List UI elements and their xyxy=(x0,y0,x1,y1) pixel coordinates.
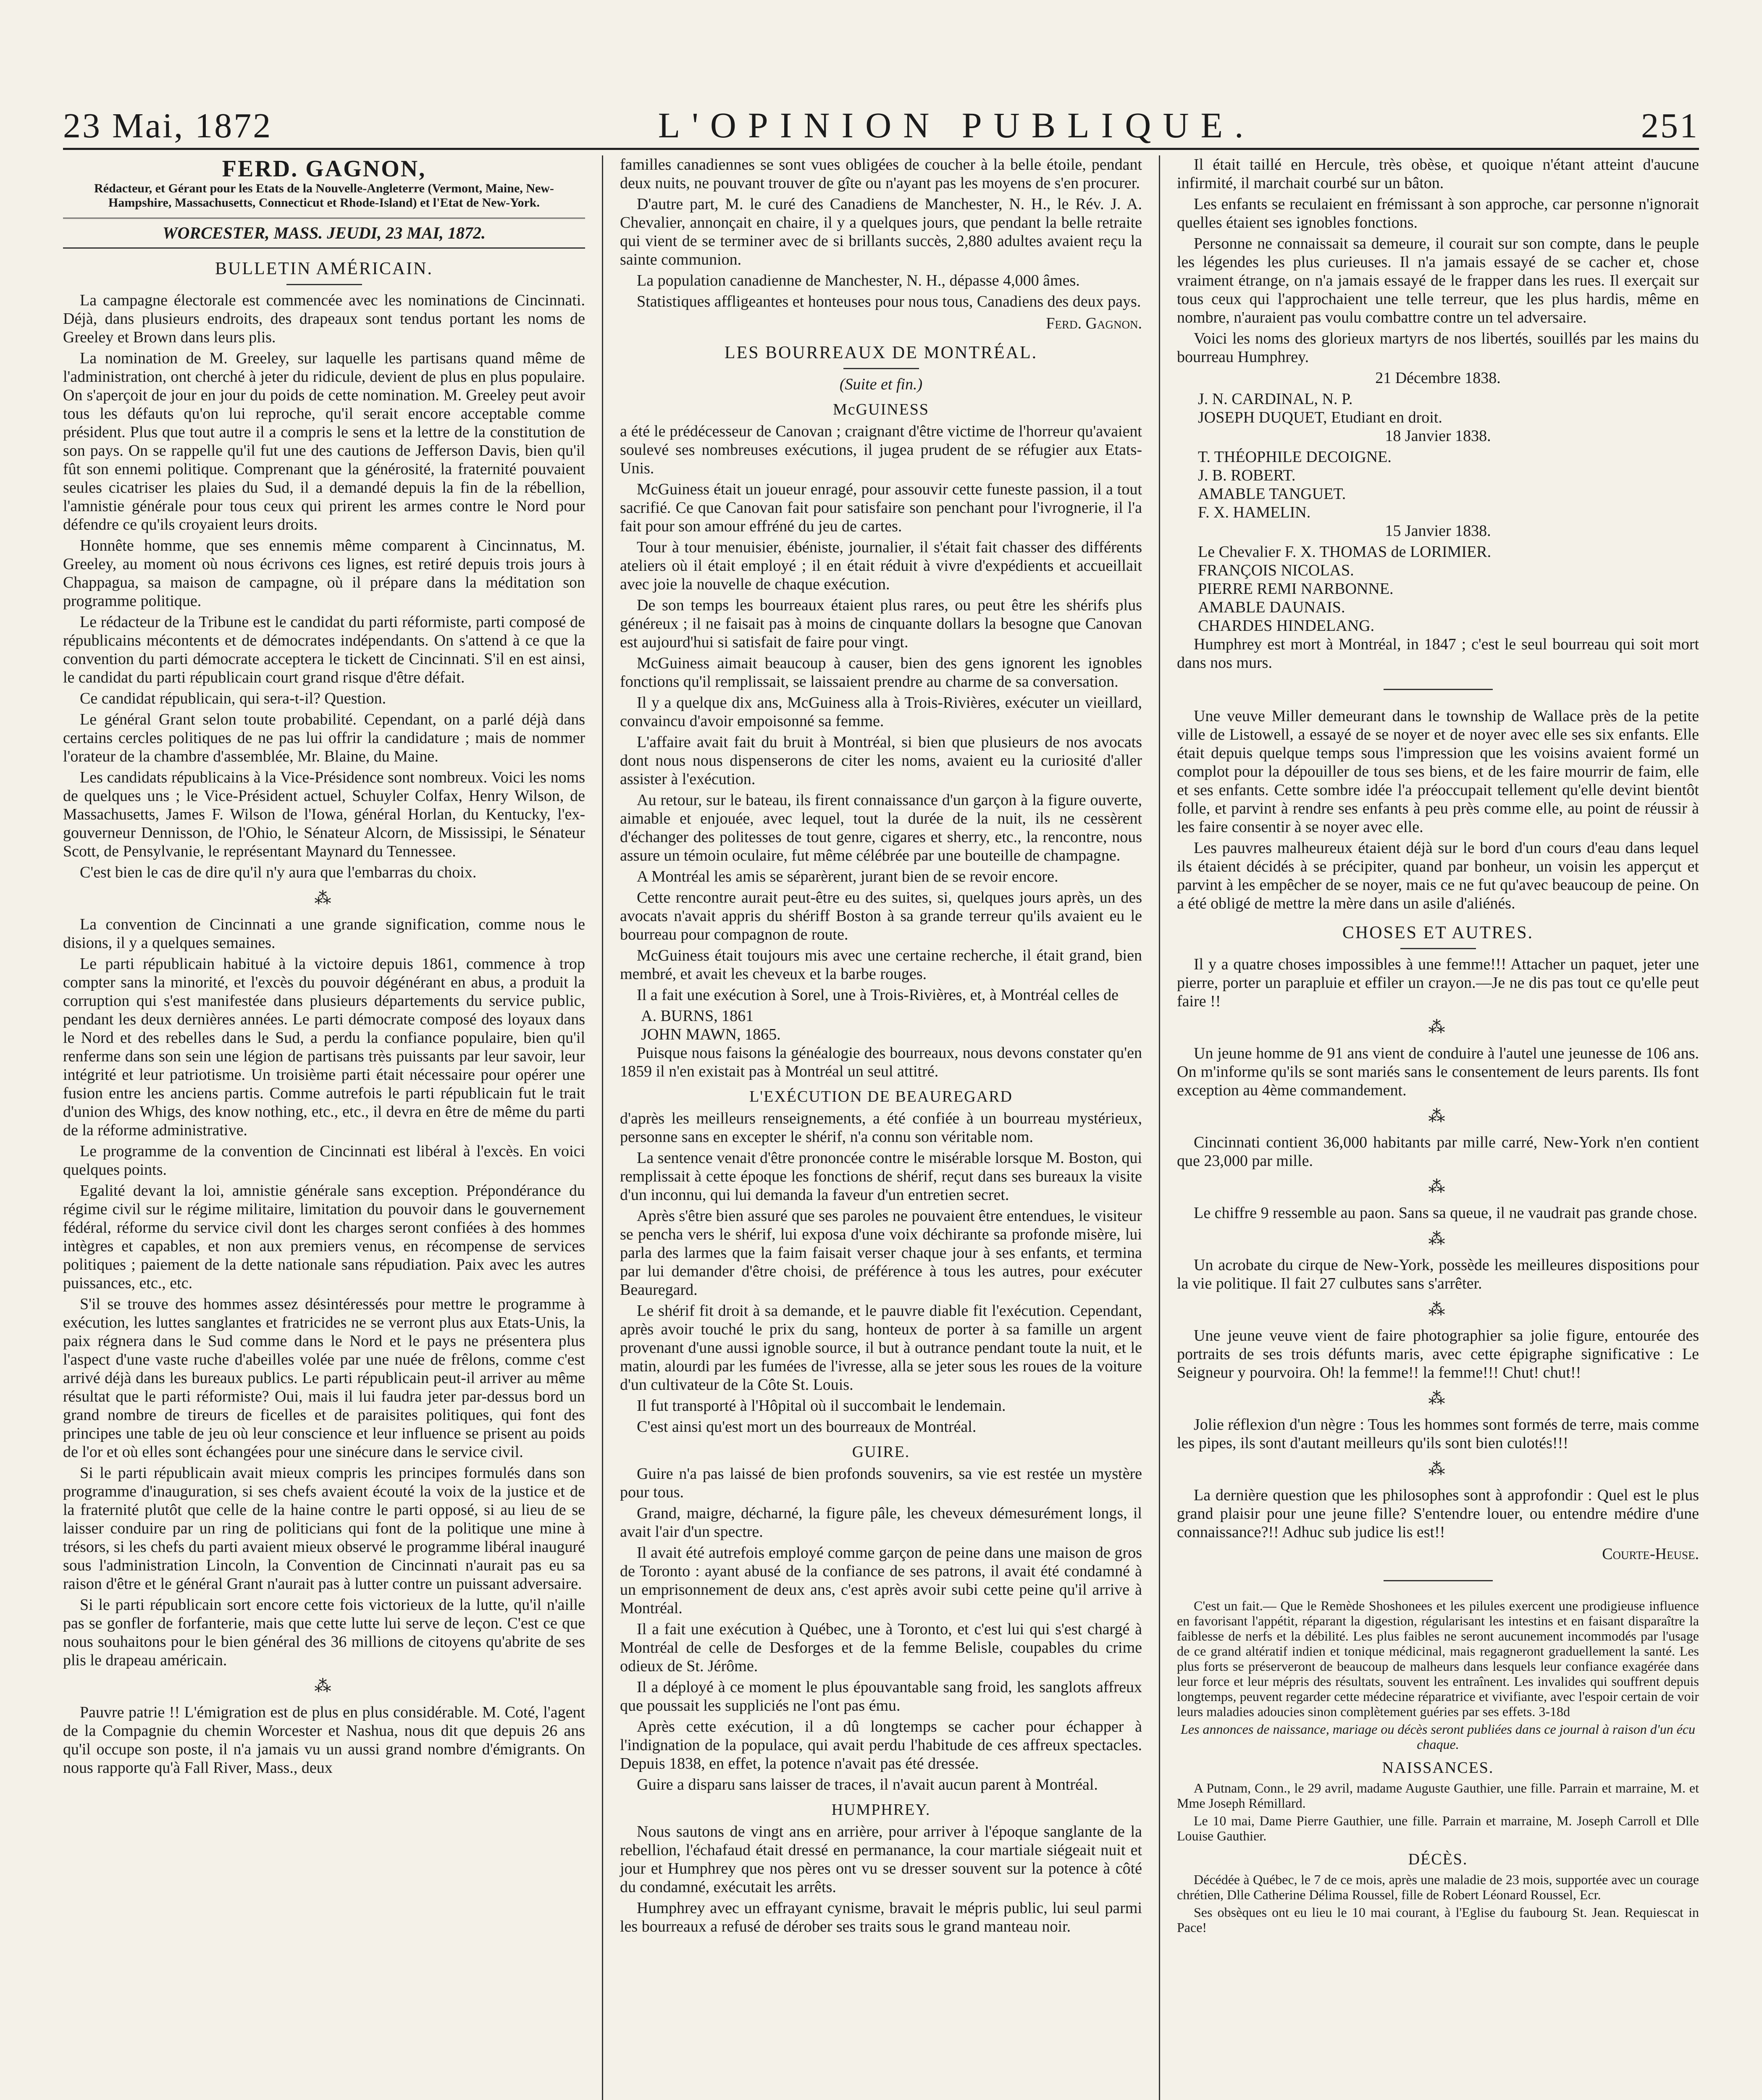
divider xyxy=(1384,1580,1493,1581)
column-3 xyxy=(1159,155,1699,2100)
top-rule xyxy=(63,148,1699,150)
paragraph: Si le parti républicain avait mieux compris les principes formulés dans son programme d'inauguration, si ses chefs avaient écouté la voix de la justice et de la fraternité plutôt que celle de la haine contre le parti opposé, si au lieu de se laisser conduire par un ring de politicians qui font de la politique une mine à trésors, si les chefs du parti avaient mieux observé le programme libéral inauguré sous l'administration Lincoln, la Convention de Cincinnati n'aurait pas eu sa raison d'être et le général Grant n'aurait pas à lutter contre un puissant adversaire. xyxy=(63,1464,585,1593)
editor-note: Rédacteur, et Gérant pour les Etats de la Nouvelle-Angleterre (Vermont, Maine, New-Hampshire, Massachusetts, Connecticut et Rhode-Island) et l'Etat de New-York. xyxy=(94,181,554,210)
paragraph: Il fut transporté à l'Hôpital où il succombait le lendemain. xyxy=(637,1397,1006,1415)
paragraph: Humphrey avec un effrayant cynisme, bravait le mépris public, lui seul parmi les bourreaux a refusé de dérober ses traits sous le grand manteau noir. xyxy=(620,1899,1142,1935)
paragraph: S'il se trouve des hommes assez désintéressés pour mettre le programme à exécution, les luttes sanglantes et fratricides ne se verront plus aux Etats-Unis, la paix régnera dans le Sud comme dans le Nord et le pays ne présentera plus l'aspect d'une vaste ruche d'abeilles volée par une nuée de frêlons, comme c'est arrivé déjà dans les bureaux publics. Le parti républicain peut-il arriver au même résultat que le parti réformiste? Oui, mais il lui faudra jeter par-dessus bord un grand nombre de tireurs de ficelles et de paraisites politiques, qui font des principes une table de jeu où leur conscience et leur influence se prisent au poids de l'or et où elles sont échangées pour une sinécure dans le service civil. xyxy=(63,1295,585,1461)
section-divider-asterism: ⁂ xyxy=(1428,1107,1448,1126)
date-line: 15 Janvier 1838. xyxy=(1385,522,1491,540)
paragraph: Il était taillé en Hercule, très obèse, et quoique n'étant atteint d'aucune infirmité, il marchait courbé sur un bâton. xyxy=(1177,156,1699,192)
paragraph: Le rédacteur de la Tribune est le candidat du parti réformiste, parti composé de républicains mécontents et de démocrates indépendants. On s'attend à ce que la convention du parti démocrate acceptera le tickett de Cincinnati. S'il en est ainsi, le candidat du parti républicain court grand risque d'être défait. xyxy=(63,613,585,686)
paragraph: Puisque nous faisons la généalogie des bourreaux, nous devons constater qu'en 1859 il n'en existait pas à Montréal un seul attitré. xyxy=(620,1044,1142,1080)
column-2 xyxy=(602,155,1159,2100)
list-item: AMABLE TANGUET. xyxy=(1198,485,1346,503)
columns xyxy=(63,155,1699,2100)
list-item: PIERRE REMI NARBONNE. xyxy=(1198,580,1394,598)
paragraph: Il a déployé à ce moment le plus épouvantable sang froid, les sanglots affreux que poussait les suppliciés ne l'ont pas ému. xyxy=(620,1678,1142,1714)
paragraph: La campagne électorale est commencée avec les nominations de Cincinnati. Déjà, dans plusieurs endroits, des drapeaux sont tendus portant les noms de Greeley et Brown dans leurs plis. xyxy=(63,291,585,346)
paragraph: Les enfants se reculaient en frémissant à son approche, car personne n'ignorait quelles étaient ses ignobles fonctions. xyxy=(1177,195,1699,231)
paragraph: Nous sautons de vingt ans en arrière, pour arriver à l'époque sanglante de la rebellion, l'échafaud était dressé en permanance, la cour martiale siégeait nuit et jour et Humphrey que nos pères ont vu se dresser souvent sur la potence à côté du condamné, exécutait les arrêts. xyxy=(620,1823,1142,1896)
paper-title: L'OPINION PUBLIQUE. xyxy=(658,105,1255,145)
divider xyxy=(1384,689,1493,690)
births-title: NAISSANCES. xyxy=(1382,1759,1494,1777)
paragraph: Grand, maigre, décharné, la figure pâle, les cheveux démesurément longs, il avait l'air d'un spectre. xyxy=(620,1504,1142,1541)
list-item: CHARDES HINDELANG. xyxy=(1198,617,1375,635)
paragraph: Les pauvres malheureux étaient déjà sur le bord d'un cours d'eau dans lequel ils étaient décidés à se précipiter, quand par bonheur, un voisin les apperçut et parvint à les empêcher de se noyer, mais ce ne fut qu'avec beaucoup de peine. On a été obligé de mettre la mère dans un asile d'aliénés. xyxy=(1177,839,1699,912)
paragraph: La population canadienne de Manchester, N. H., dépasse 4,000 âmes. xyxy=(637,272,1080,289)
paragraph: Jolie réflexion d'un nègre : Tous les hommes sont formés de terre, mais comme les pipes, ils sont d'autant meilleurs qu'ils sont bien culotés!!! xyxy=(1177,1416,1699,1452)
section-divider-asterism: ⁂ xyxy=(314,1677,334,1696)
paragraph: La dernière question que les philosophes sont à approfondir : Quel est le plus grand plaisir pour une jeune fille? S'entendre louer, ou entendre médire d'une connaissance?!! Adhuc sub judice lis est!! xyxy=(1177,1486,1699,1541)
section-title-bulletin: BULLETIN AMÉRICAIN. xyxy=(63,260,585,285)
paragraph: Après s'être bien assuré que ses paroles ne pouvaient être entendues, le visiteur se pencha vers le shérif, lui exposa d'une voix déchirante sa profonde misère, lui parla des larmes que la faim faisait verser chaque jour à ses enfants, et termina par lui demander d'être choisi, de préférence à tous les autres, pour exécuter Beauregard. xyxy=(620,1207,1142,1299)
subhead-humphrey: HUMPHREY. xyxy=(831,1801,931,1819)
list-item: J. B. ROBERT. xyxy=(1198,467,1296,484)
paragraph: Pauvre patrie !! L'émigration est de plus en plus considérable. M. Coté, l'agent de la Compagnie du chemin Worcester et Nashua, nous dit que depuis 26 ans qu'il occupe son poste, il n'a jamais vu un aussi grand nombre d'émigrants. On nous rapporte qu'à Fall River, Mass., deux xyxy=(63,1704,585,1777)
list-item: T. THÉOPHILE DECOIGNE. xyxy=(1198,448,1392,466)
paragraph: Un acrobate du cirque de New-York, possède les meilleures dispositions pour la vie politique. Il fait 27 culbutes sans s'arrêter. xyxy=(1177,1256,1699,1292)
subhead-beauregard: L'EXÉCUTION DE BEAUREGARD xyxy=(749,1088,1013,1105)
date-line: 18 Janvier 1838. xyxy=(1385,427,1491,445)
deaths-title: DÉCÈS. xyxy=(1408,1851,1468,1868)
list-item: JOSEPH DUQUET, Etudiant en droit. xyxy=(1198,409,1442,426)
paragraph: McGuiness était un joueur enragé, pour assouvir cette funeste passion, il a tout sacrifié. Ce que Canovan fait pour satisfaire son penchant pour l'ivrognerie, il l'a fait pour son amour effréné du jeu de cartes. xyxy=(620,480,1142,535)
paragraph: Personne ne connaissait sa demeure, il courait sur son compte, dans le peuple les légendes les plus curieuses. Il n'a jamais essayé de se cacher et, chose vraiment étrange, on n'a jamais essayé de le frapper dans les rues. Il exerçait sur tous ceux qui l'approchaient une telle terreur, que les plus hardis, même en nombre, n'auraient pas voulu combattre contre un tel adversaire. xyxy=(1177,235,1699,326)
paragraph: Le shérif fit droit à sa demande, et le pauvre diable fit l'exécution. Cependant, après avoir touché le prix du sang, honteux de porter à sa famille un argent provenant d'une aussi ignoble source, il but à outrance pendant toute la nuit, et le matin, alourdi par les fumées de l'ivresse, alla se jeter sous les roues de la voiture d'un cultivateur de la Côte St. Louis. xyxy=(620,1302,1142,1394)
list-item: F. X. HAMELIN. xyxy=(1198,504,1311,521)
death-entry: Ses obsèques ont eu lieu le 10 mai courant, à l'Eglise du faubourg St. Jean. Requiescat in Pace! xyxy=(1177,1905,1699,1935)
paragraph: L'affaire avait fait du bruit à Montréal, si bien que plusieurs de nos avocats dont nous nous dispenserons de citer les noms, avaient eu la curiosité d'aller assister à l'exécution. xyxy=(620,733,1142,788)
martyr-names-list xyxy=(1177,448,1699,522)
paragraph: A Montréal les amis se séparèrent, jurant bien de se revoir encore. xyxy=(637,868,1058,885)
section-title-choses: CHOSES ET AUTRES. xyxy=(1177,924,1699,949)
paragraph: d'après les meilleurs renseignements, a été confiée à un bourreau mystérieux, personne sans en excepter le shérif, n'a connu son véritable nom. xyxy=(620,1110,1142,1146)
advertisement: C'est un fait.— Que le Remède Shoshonees et les pilules exercent une prodigieuse influence en favorisant l'appétit, réparant la digestion, régularisant les intestins et en faisant disparaître la faiblesse de nerfs et la débilité. Les plus faibles ne seront aucunement incommodés par l'usage de ce grand altératif indien et tonique médicinal, mais regagneront graduellement la santé. Les plus forts se préserveront de beaucoup de malheurs dans lesquels leur confiance exagérée dans leur force et leur mépris des résultats, souvent les entraînent. Les invalides qui souffrent depuis longtemps, peuvent regarder cette médecine réparatrice et vivifiante, avec l'espoir certain de voir leurs maladies adoucies sinon complètement guéries par ses effets. 3-18d xyxy=(1177,1598,1699,1719)
subtitle-suite: (Suite et fin.) xyxy=(839,375,923,393)
signature: Ferd. Gagnon. xyxy=(1046,315,1142,332)
paragraph: Humphrey est mort à Montréal, in 1847 ; c'est le seul bourreau qui soit mort dans nos murs. xyxy=(1177,635,1699,672)
birth-entry: A Putnam, Conn., le 29 avril, madame Auguste Gauthier, une fille. Parrain et marraine, M. et Mme Joseph Rémillard. xyxy=(1177,1780,1699,1811)
paragraph: Le chiffre 9 ressemble au paon. Sans sa queue, il ne vaudrait pas grande chose. xyxy=(1194,1204,1698,1222)
paragraph: C'est bien le cas de dire qu'il n'y aura que l'embarras du choix. xyxy=(80,864,477,881)
list-item: J. N. CARDINAL, N. P. xyxy=(1198,390,1353,408)
paragraph: Cincinnati contient 36,000 habitants par mille carré, New-York n'en contient que 23,000 par mille. xyxy=(1177,1134,1699,1170)
paragraph: Statistiques affligeantes et honteuses pour nous tous, Canadiens des deux pays. xyxy=(637,293,1141,310)
subhead-mcguiness: McGUINESS xyxy=(832,401,930,418)
paragraph: Au retour, sur le bateau, ils firent connaissance d'un garçon à la figure ouverte, aimable et enjouée, avec lequel, tout la durée de la nuit, ils ne cessèrent d'échanger des politesses de tout genre, cigares et sherry, etc., la rencontre, nous assure un témoin oculaire, fut même célébrée par une bouteille de champagne. xyxy=(620,791,1142,864)
section-divider-asterism: ⁂ xyxy=(1428,1460,1448,1478)
section-divider-asterism: ⁂ xyxy=(1428,1300,1448,1319)
masthead xyxy=(63,96,1699,146)
list-item: JOHN MAWN, 1865. xyxy=(641,1026,781,1043)
executed-names-list xyxy=(620,1007,1142,1044)
paragraph: Le général Grant selon toute probabilité. Cependant, on a parlé déjà dans certains cercles politiques de ne pas lui offrir la candidature ; mais de nommer l'orateur de la chambre d'assemblée, Mr. Blaine, du Maine. xyxy=(63,711,585,765)
signature: Courte-Heuse. xyxy=(1602,1545,1699,1563)
paragraph: Guire n'a pas laissé de bien profonds souvenirs, sa vie est restée un mystère pour tous. xyxy=(620,1465,1142,1501)
martyr-names-list xyxy=(1177,390,1699,427)
paragraph: Il a fait une exécution à Québec, une à Toronto, et c'est lui qui s'est chargé à Montréal de celle de Desforges et de la femme Belisle, coupables du crime odieux de St. Jérôme. xyxy=(620,1620,1142,1675)
paragraph: Il y a quelque dix ans, McGuiness alla à Trois-Rivières, exécuter un vieillard, convaincu d'avoir empoisonné sa femme. xyxy=(620,694,1142,730)
date-line: 21 Décembre 1838. xyxy=(1375,369,1501,387)
paragraph: Un jeune homme de 91 ans vient de conduire à l'autel une jeunesse de 106 ans. On m'informe qu'ils se sont mariés sans le consentement de leurs parents. Ils font exception au 4ème commandement. xyxy=(1177,1045,1699,1099)
paragraph: De son temps les bourreaux étaient plus rares, ou peut être les shérifs plus généreux ; il ne faisait pas à moins de cinquante dollars la besogne que Canovan est aujourd'hui si satisfait de faire pour vingt. xyxy=(620,596,1142,651)
paragraph: Il a fait une exécution à Sorel, une à Trois-Rivières, et, à Montréal celles de xyxy=(637,986,1119,1004)
paragraph: Guire a disparu sans laisser de traces, il n'avait aucun parent à Montréal. xyxy=(637,1776,1098,1793)
paragraph: Cette rencontre aurait peut-être eu des suites, si, quelques jours après, un des avocats n'avait appris du shériff Boston à sa grande terreur qu'ils avaient eu le bourreau pour compagnon de route. xyxy=(620,889,1142,943)
death-entry: Décédée à Québec, le 7 de ce mois, après une maladie de 23 mois, supportée avec un courage chrétien, Dlle Catherine Délima Roussel, fille de Robert Léonard Roussel, Ecr. xyxy=(1177,1872,1699,1902)
paragraph: La convention de Cincinnati a une grande signification, comme nous le disions, il y a quelques semaines. xyxy=(63,916,585,952)
paragraph: Honnête homme, que ses ennemis même comparent à Cincinnatus, M. Greeley, au moment où nous écrivons ces lignes, est retiré depuis trois jours à Chappagua, sa maison de campagne, où il prépare dans la méditation son programme politique. xyxy=(63,537,585,610)
editor-name: FERD. GAGNON, xyxy=(222,156,426,182)
paragraph: Il y a quatre choses impossibles à une femme!!! Attacher un paquet, jeter une pierre, porter un parapluie et effiler un crayon.—Je ne dis pas tout ce qu'elle peut faire !! xyxy=(1177,956,1699,1010)
section-divider-asterism: ⁂ xyxy=(1428,1389,1448,1408)
martyr-names-list xyxy=(1177,543,1699,635)
section-divider-asterism: ⁂ xyxy=(1428,1229,1448,1248)
paragraph: McGuiness aimait beaucoup à causer, bien des gens ignorent les ignobles fonctions qu'il remplissait, se laissaient prendre au charme de sa conversation. xyxy=(620,654,1142,690)
paragraph: D'autre part, M. le curé des Canadiens de Manchester, N. H., le Rév. J. A. Chevalier, annonçait en chaire, il y a quelques jours, que pendant la belle retraite qui vient de se terminer avec de si brillants succès, 2,880 adultes avaient reçu la sainte communion. xyxy=(620,195,1142,268)
list-item: FRANÇOIS NICOLAS. xyxy=(1198,562,1354,579)
birth-entry: Le 10 mai, Dame Pierre Gauthier, une fille. Parrain et marraine, M. Joseph Carroll et Dlle Louise Gauthier. xyxy=(1177,1813,1699,1843)
paragraph: Il avait été autrefois employé comme garçon de peine dans une maison de gros de Toronto : ayant abusé de la confiance de ses patrons, il avait été condamné à un emprisonnement de deux ans, c'est après avoir subi cette peine qu'il arrive à Montréal. xyxy=(620,1544,1142,1617)
list-item: A. BURNS, 1861 xyxy=(641,1007,754,1025)
paragraph: Le programme de la convention de Cincinnati est libéral à l'excès. En voici quelques points. xyxy=(63,1142,585,1179)
paragraph: McGuiness était toujours mis avec une certaine recherche, il était grand, bien membré, et avait les cheveux et la barbe rouges. xyxy=(620,947,1142,983)
section-divider-asterism: ⁂ xyxy=(1428,1177,1448,1196)
paragraph: Ce candidat républicain, qui sera-t-il? Question. xyxy=(80,690,386,707)
page-number: 251 xyxy=(1641,106,1699,145)
paragraph: Les candidats républicains à la Vice-Présidence sont nombreux. Voici les noms de quelques uns ; le Vice-Président actuel, Schuyler Colfax, Henry Wilson, de Massachusetts, James F. Wilson de l'Iowa, général Horlan, du Kentucky, l'ex-gouverneur Dennisson, de l'Ohio, le Sénateur Alcorn, de Mississipi, le Sénateur Scott, de Pensylvanie, le représentant Maynard du Tennessee. xyxy=(63,769,585,860)
section-title-bourreaux: LES BOURREAUX DE MONTRÉAL. xyxy=(620,344,1142,369)
paragraph: familles canadiennes se sont vues obligées de coucher à la belle étoile, pendant deux nuits, ne pouvant trouver de gîte ou n'ayant pas les moyens de s'en procurer. xyxy=(620,156,1142,192)
subhead-guire: GUIRE. xyxy=(852,1443,910,1461)
column-1 xyxy=(63,155,602,2100)
paragraph: Après cette exécution, il a dû longtemps se cacher pour échapper à l'indignation de la populace, qui avait perdu l'habitude de ces affreux spectacles. Depuis 1838, en effet, la potence n'avait pas été dressée. xyxy=(620,1718,1142,1772)
paragraph: La nomination de M. Greeley, sur laquelle les partisans quand même de l'administration, ont cherché à jeter du ridicule, devient de plus en plus populaire. On s'aperçoit de jour en jour du poids de cette nomination. M. Greeley peut avoir tous les défauts qu'on lui reproche, qu'il serait encore acceptable comme président. Plus que tout autre il a compris le sens et la lettre de la constitution de son pays. On se rappelle qu'il fut une des cautions de Jefferson Davis, bien qu'il fût son ennemi politique. Comprenant que la générosité, la fraternité pouvaient seules cicatriser les plaies du Sud, il a demandé depuis la fin de la rébellion, l'amnistie générale pour tous ceux qui prirent les armes contre le Nord pour défendre ce qu'ils croyaient leurs droits. xyxy=(63,349,585,533)
paragraph: Tour à tour menuisier, ébéniste, journalier, il s'était fait chasser des différents ateliers où il était employé ; il en était réduit à vivre d'expédients et accueillait avec joie la nouvelle de chaque exécution. xyxy=(620,538,1142,593)
list-item: Le Chevalier F. X. THOMAS de LORIMIER. xyxy=(1198,543,1492,561)
paragraph: Egalité devant la loi, amnistie générale sans exception. Prépondérance du régime civil sur le régime militaire, limitation du pouvoir dans le gouvernement fédéral, réforme du service civil dont les charges seront confiées à des hommes intègres et capables, et non aux premiers venus, en récompense de services politiques ; paiement de la dette nationale sans répudiation. Paix avec les autres puissances, etc., etc. xyxy=(63,1182,585,1292)
section-divider-asterism: ⁂ xyxy=(314,889,334,908)
list-item: AMABLE DAUNAIS. xyxy=(1198,598,1345,616)
paragraph: Une jeune veuve vient de faire photographier sa jolie figure, entourée des portraits de ses trois défunts maris, avec cette épigraphe significative : Le Seigneur y pourvoira. Oh! la femme!! la femme!!! Chut! chut!! xyxy=(1177,1327,1699,1381)
paragraph: Le parti républicain habitué à la victoire depuis 1861, commence à trop compter sans la minorité, et l'excès du pouvoir dégénérant en abus, a produit la corruption qui s'est manifestée dans plusieurs départements du service public, pendant les deux dernières années. Le parti démocrate composé des loyaux dans le Nord et des rebelles dans le Sud, a perdu la confiance populaire, bien qu'il renferme dans son sein une légion de partisans très puissants par leur savoir, leur intégrité et leur patriotisme. Un troisième parti était nécessaire pour opérer une fusion entre les anciens partis. Comme autrefois le parti républicain fut le trait d'union des Whigs, des know nothing, etc., etc., il devra en être de même du parti de la réforme administrative. xyxy=(63,955,585,1139)
paragraph: C'est ainsi qu'est mort un des bourreaux de Montréal. xyxy=(637,1418,977,1436)
paragraph: Voici les noms des glorieux martyrs de nos libertés, souillés par les mains du bourreau Humphrey. xyxy=(1177,330,1699,366)
notice: Les annonces de naissance, mariage ou décès seront publiées dans ce journal à raison d'un écu chaque. xyxy=(1180,1722,1696,1752)
paragraph: La sentence venait d'être prononcée contre le misérable lorsque M. Boston, qui remplissait à cette époque les fonctions de shérif, reçut dans ses bureaux la visite d'un inconnu, qui lui demanda la faveur d'un entretien secret. xyxy=(620,1149,1142,1204)
paragraph: Une veuve Miller demeurant dans le township de Wallace près de la petite ville de Listowell, a essayé de se noyer et de noyer avec elle ses six enfants. Elle était depuis quelque temps sous l'impression que les voisins avaient formé un complot pour la dépouiller de tous ses biens, et de les faire mourrir de faim, elle et ses enfants. Cette sombre idée l'a préoccupait tellement qu'elle devint bientôt folle, et parvint à rendre ses enfants à peu près comme elle, au point de réussir à les faire consentir à se noyer avec elle. xyxy=(1177,707,1699,836)
dateline: WORCESTER, MASS. JEUDI, 23 MAI, 1872. xyxy=(63,218,585,249)
issue-date: 23 Mai, 1872 xyxy=(63,106,273,145)
paragraph: Si le parti républicain sort encore cette fois victorieux de la lutte, qu'il n'aille pas se gonfler de forfanterie, mais que cette lutte lui serve de leçon. C'est ce que nous souhaitons pour le bien général des 36 millions de citoyens qu'abrite de ses plis le drapeau américain. xyxy=(63,1596,585,1669)
paragraph: a été le prédécesseur de Canovan ; craignant d'être victime de l'horreur qu'avaient soulevé ses nombreuses exécutions, il jugea prudent de se réfugier aux Etats-Unis. xyxy=(620,423,1142,477)
section-divider-asterism: ⁂ xyxy=(1428,1018,1448,1037)
